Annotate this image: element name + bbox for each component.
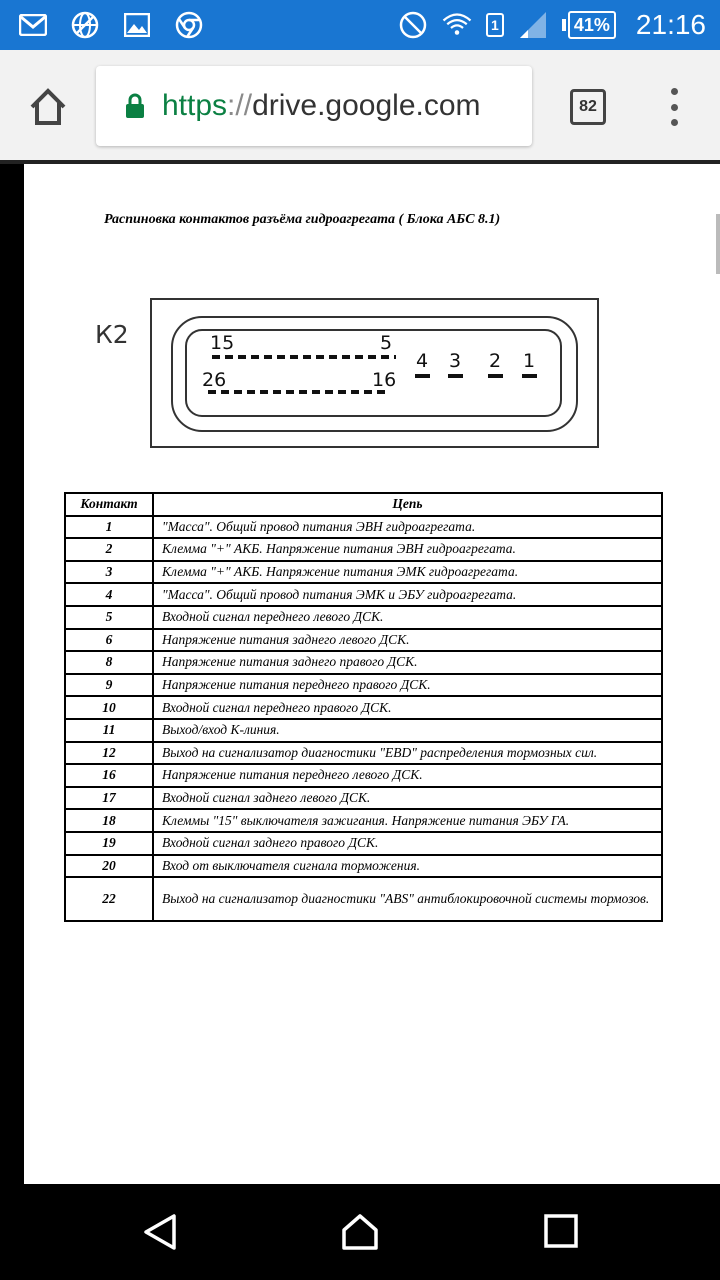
battery-icon (562, 11, 616, 39)
table-row (65, 719, 662, 742)
circuit-cell: Клемма "+" АКБ. Напряжение питания ЭВН гидроагрегата. (153, 538, 662, 561)
pin-cell: 8 (65, 651, 153, 674)
pin-cell: 2 (65, 538, 153, 561)
circuit-cell: "Масса". Общий провод питания ЭВН гидроагрегата. (153, 516, 662, 539)
column-header-circuit: Цепь (153, 493, 662, 516)
document-title: Распиновка контактов разъёма гидроагрегата ( Блока АБС 8.1) (104, 212, 501, 227)
pin-cell: 11 (65, 719, 153, 742)
table-row (65, 877, 662, 921)
scrollbar[interactable] (716, 214, 720, 274)
table-row (65, 516, 662, 539)
lock-icon (124, 93, 146, 119)
url-text[interactable] (162, 89, 481, 123)
viewer-left-edge (0, 164, 24, 1184)
circuit-cell: Напряжение питания переднего левого ДСК. (153, 764, 662, 787)
pin-label-1: 1 (523, 350, 536, 372)
overflow-menu-icon[interactable] (664, 88, 684, 126)
pin-cell: 20 (65, 855, 153, 878)
do-not-disturb-icon (398, 10, 428, 40)
pin-cell: 16 (65, 764, 153, 787)
image-icon (122, 10, 152, 40)
back-icon[interactable] (140, 1212, 180, 1252)
url-host: drive.google.com (252, 89, 481, 122)
table-row (65, 696, 662, 719)
pin-label-26: 26 (202, 369, 227, 391)
pin-cell: 18 (65, 809, 153, 832)
battery-level: 41% (568, 11, 616, 39)
document-viewer[interactable] (0, 164, 720, 1184)
status-bar (0, 0, 720, 50)
table-row (65, 651, 662, 674)
circuit-cell: Входной сигнал переднего левого ДСК. (153, 606, 662, 629)
url-bar[interactable] (96, 66, 532, 146)
pin-cell: 4 (65, 583, 153, 606)
signal-icon (518, 10, 548, 40)
pin-cell: 10 (65, 696, 153, 719)
table-row (65, 629, 662, 652)
pin-cell: 22 (65, 877, 153, 921)
pin-label-5: 5 (380, 332, 393, 354)
circuit-cell: Напряжение питания переднего правого ДСК. (153, 674, 662, 697)
circuit-cell: Выход/вход К-линия. (153, 719, 662, 742)
pin-cell: 1 (65, 516, 153, 539)
browser-toolbar (0, 50, 720, 160)
clock: 21:16 (635, 9, 706, 40)
recents-icon[interactable] (542, 1212, 582, 1252)
table-row (65, 855, 662, 878)
table-row (65, 674, 662, 697)
table-row (65, 764, 662, 787)
url-scheme: https (162, 89, 228, 122)
circuit-cell: Напряжение питания заднего правого ДСК. (153, 651, 662, 674)
pin-cell: 17 (65, 787, 153, 810)
table-row (65, 809, 662, 832)
table-row (65, 606, 662, 629)
pin-cell: 6 (65, 629, 153, 652)
home-icon[interactable] (26, 85, 70, 129)
pin-cell: 3 (65, 561, 153, 584)
sim-icon: 1 (486, 13, 504, 37)
circuit-cell: Клеммы "15" выключателя зажигания. Напряжение питания ЭБУ ГА. (153, 809, 662, 832)
table-row (65, 787, 662, 810)
circuit-cell: Клемма "+" АКБ. Напряжение питания ЭМК гидроагрегата. (153, 561, 662, 584)
chrome-icon (174, 10, 204, 40)
circuit-cell: Выход на сигнализатор диагностики "ABS" антиблокировочной системы тормозов. (153, 877, 662, 921)
table-header-row (65, 493, 662, 516)
globe-icon (70, 10, 100, 40)
home-nav-icon[interactable] (340, 1212, 380, 1252)
pin-cell: 19 (65, 832, 153, 855)
table-row (65, 561, 662, 584)
circuit-cell: Входной сигнал заднего левого ДСК. (153, 787, 662, 810)
circuit-cell: Выход на сигнализатор диагностики "EBD" распределения тормозных сил. (153, 742, 662, 765)
circuit-cell: Напряжение питания заднего левого ДСК. (153, 629, 662, 652)
pin-cell: 9 (65, 674, 153, 697)
circuit-cell: Входной сигнал переднего правого ДСК. (153, 696, 662, 719)
circuit-cell: Вход от выключателя сигнала торможения. (153, 855, 662, 878)
pin-label-2: 2 (489, 350, 502, 372)
pinout-table (64, 492, 663, 922)
table-row (65, 832, 662, 855)
wifi-icon (442, 10, 472, 40)
gmail-icon (18, 10, 48, 40)
table-row (65, 742, 662, 765)
table-row (65, 538, 662, 561)
circuit-cell: Входной сигнал заднего правого ДСК. (153, 832, 662, 855)
pin-label-16: 16 (372, 369, 397, 391)
column-header-pin: Контакт (65, 493, 153, 516)
table-row (65, 583, 662, 606)
navigation-bar (0, 1184, 720, 1280)
pin-label-3: 3 (449, 350, 462, 372)
url-separator: :// (227, 89, 253, 122)
connector-diagram (150, 298, 600, 450)
circuit-cell: "Масса". Общий провод питания ЭМК и ЭБУ гидроагрегата. (153, 583, 662, 606)
pin-cell: 12 (65, 742, 153, 765)
tab-switcher-button[interactable]: 82 (570, 89, 606, 125)
pin-label-4: 4 (416, 350, 429, 372)
pin-cell: 5 (65, 606, 153, 629)
connector-label: К2 (95, 320, 129, 349)
pin-label-15: 15 (210, 332, 235, 354)
